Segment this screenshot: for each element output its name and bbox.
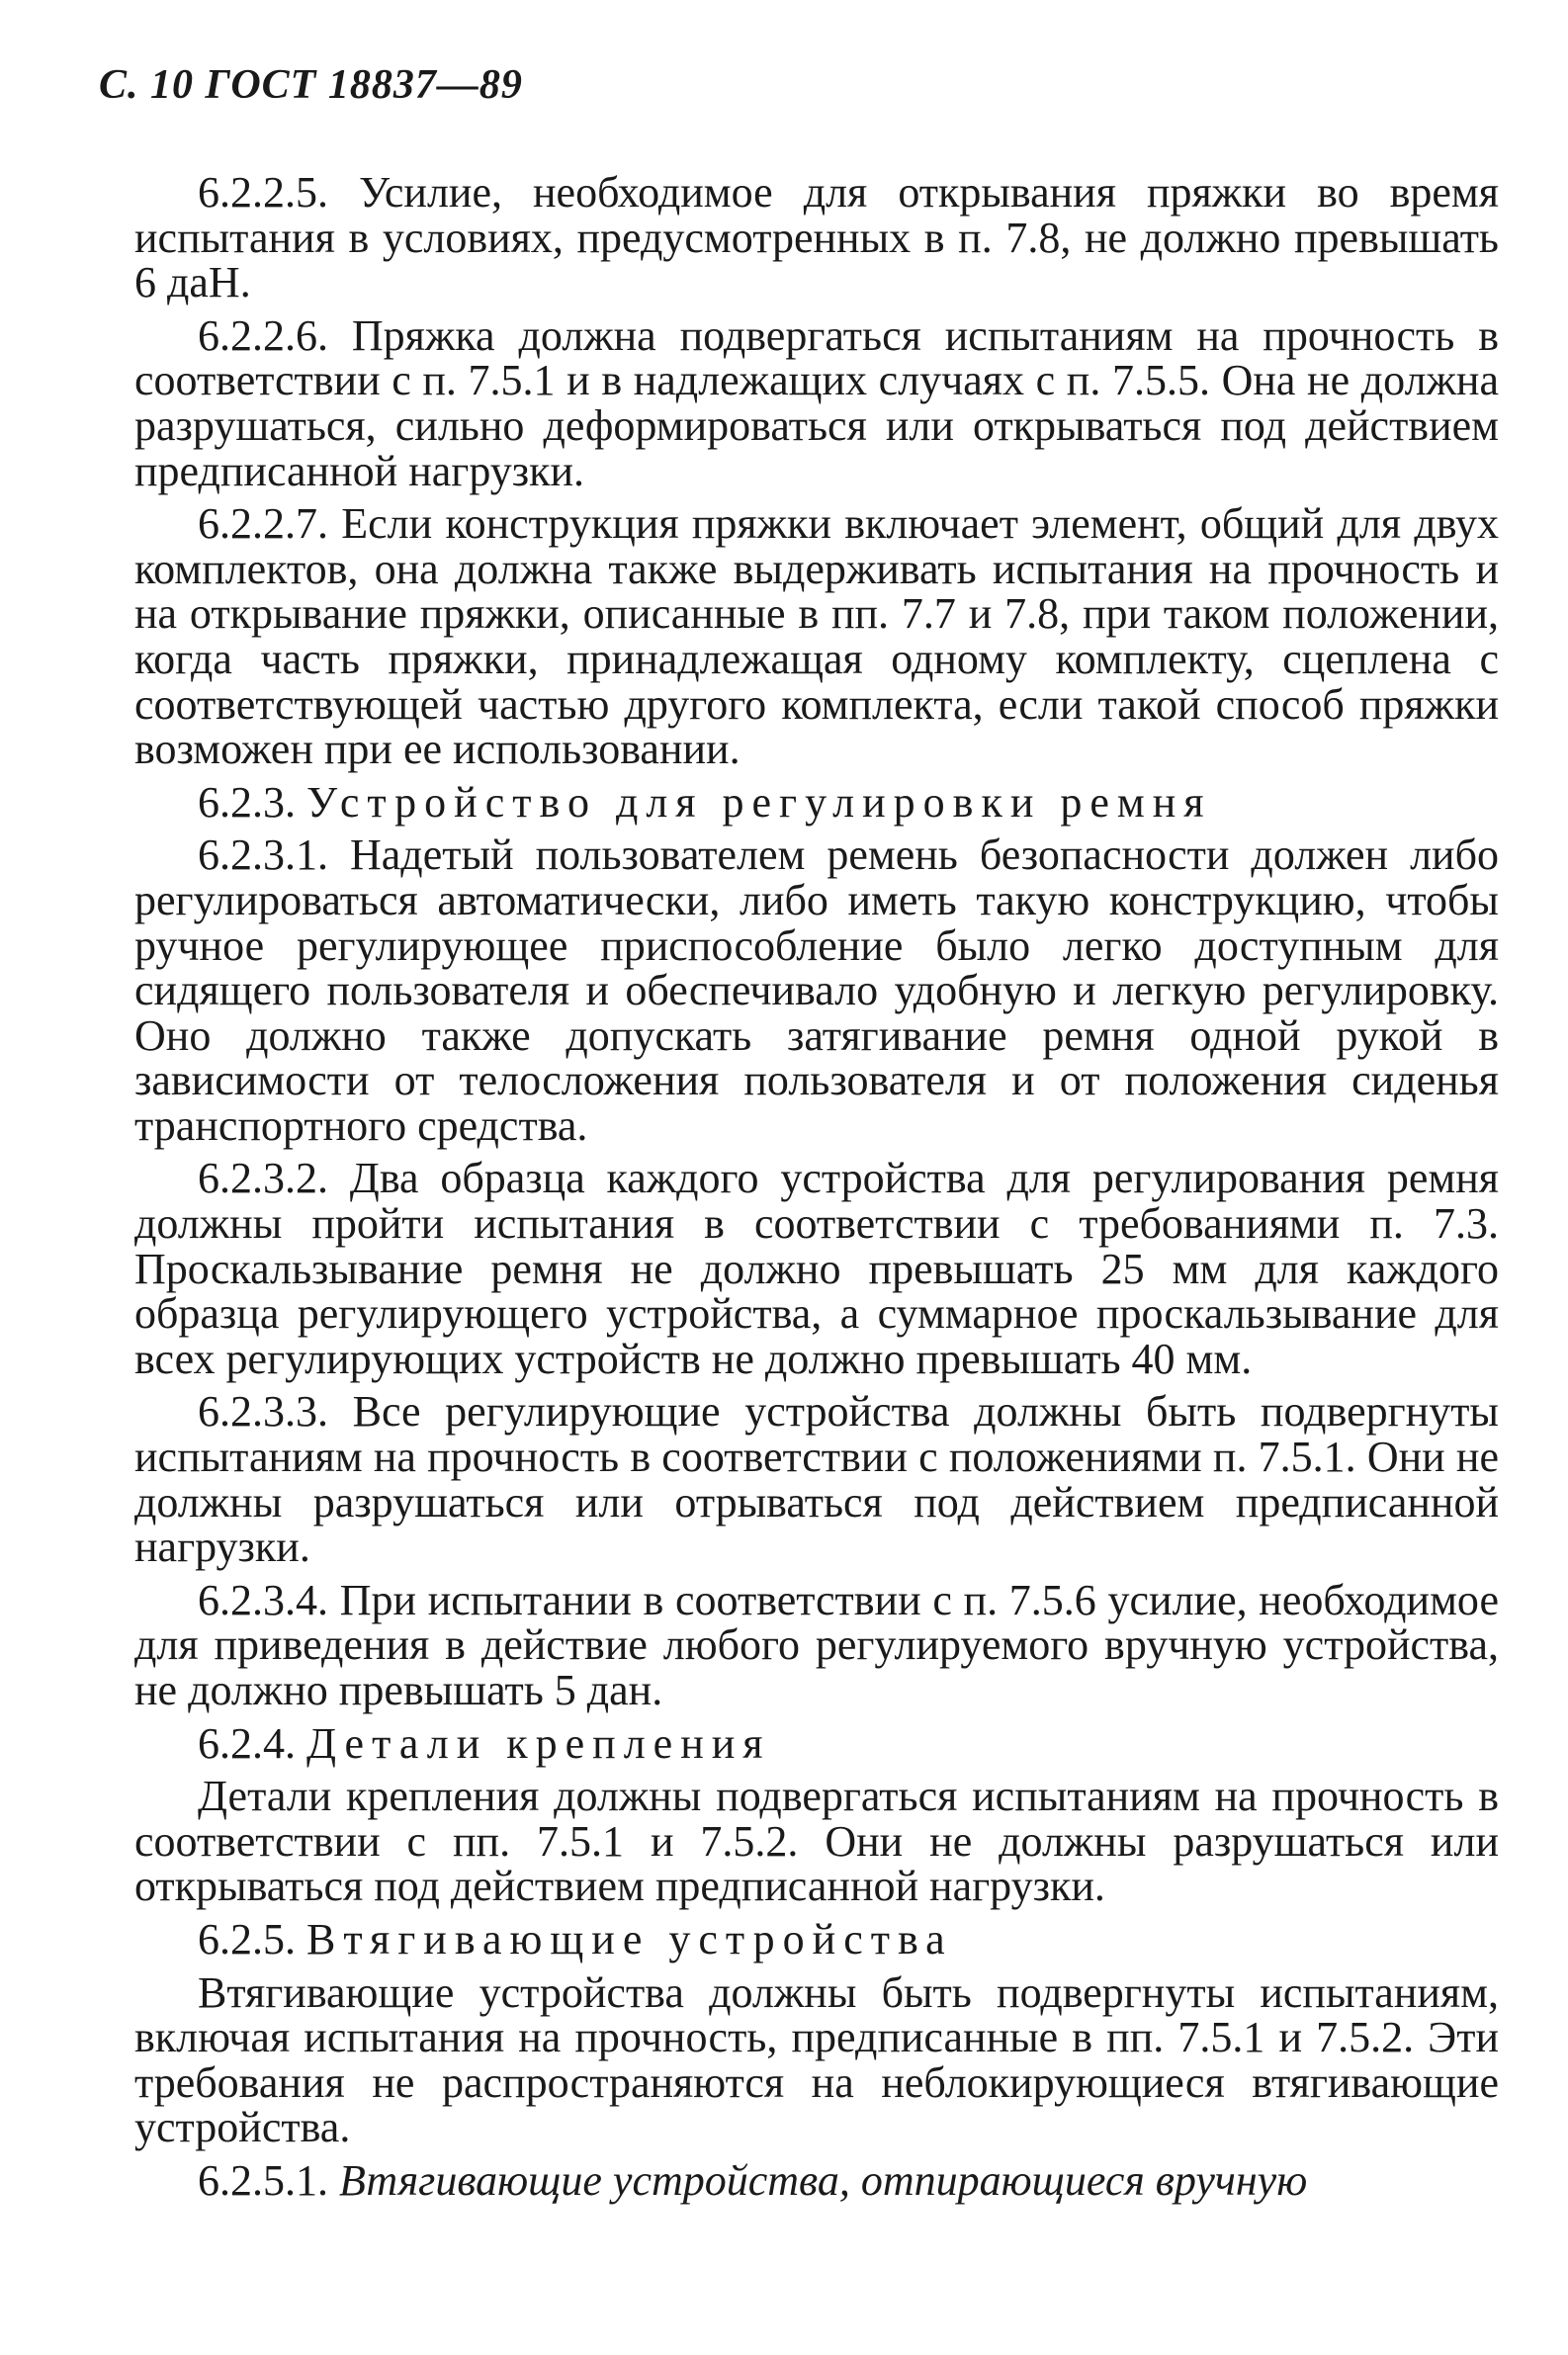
running-header: С. 10 ГОСТ 18837—89 — [99, 62, 523, 108]
section-title: Втягивающие устройства, отпирающиеся вручную — [339, 2155, 1308, 2205]
paragraph-6-2-4-body: Детали крепления должны подвергаться испытаниям на прочность в соответствии с пп. 7.5.1 и 7.5.2. Они не должны разрушаться или открываться под действием предписанной нагрузки. — [134, 1772, 1499, 1911]
section-title: Втягивающие устройства — [306, 1914, 953, 1963]
section-number: 6.2.5. — [198, 1914, 296, 1963]
paragraph-6-2-2-6: 6.2.2.6. Пряжка должна подвергаться испытаниям на прочность в соответствии с п. 7.5.1 и в надлежащих случаях с п. 7.5.5. Она не должна разрушаться, сильно деформироваться или открываться под действием предписанной нагрузки. — [134, 310, 1499, 495]
paragraph-6-2-2-5: 6.2.2.5. Усилие, необходимое для открывания пряжки во время испытания в условиях, предусмотренных в п. 7.8, не должно превышать 6 даН. — [134, 168, 1499, 307]
section-title: Детали крепления — [306, 1718, 771, 1768]
paragraph-6-2-3-2: 6.2.3.2. Два образца каждого устройства для регулирования ремня должны пройти испытания в соответствии с требованиями п. 7.3. Проскальзывание ремня не должно превышать 25 мм для каждого образца регулирующего устройства, а суммарное проскальзывание для всех регулирующих устройств не должно превышать 40 мм. — [134, 1154, 1499, 1383]
section-heading-6-2-5 — [134, 1914, 1499, 1963]
document-body — [134, 170, 1499, 2212]
paragraph-6-2-3-1: 6.2.3.1. Надетый пользователем ремень безопасности должен либо регулироваться автоматически, либо иметь такую конструкцию, чтобы ручное регулирующее приспособление было легко доступным для сидящего пользователя и обеспечивало удобную и легкую регулировку. Оно должно также допускать затягивание ремня одной рукой в зависимости от телосложения пользователя и от положения сиденья транспортного средства. — [134, 830, 1499, 1150]
paragraph-6-2-2-7: 6.2.2.7. Если конструкция пряжки включает элемент, общий для двух комплектов, она должна также выдерживать испытания на прочность и на открывание пряжки, описанные в пп. 7.7 и 7.8, при таком положении, когда часть пряжки, принадлежащая одному комплекту, сцеплена с соответствующей частью другого комплекта, если такой способ пряжки возможен при ее использовании. — [134, 499, 1499, 774]
section-heading-6-2-4 — [134, 1718, 1499, 1768]
section-heading-6-2-5-1 — [134, 2155, 1499, 2205]
section-number: 6.2.5.1. — [198, 2155, 328, 2205]
paragraph-6-2-3-3: 6.2.3.3. Все регулирующие устройства должны быть подвергнуты испытаниям на прочность в соответствии с положениями п. 7.5.1. Они не должны разрушаться или отрываться под действием предписанной нагрузки. — [134, 1387, 1499, 1572]
section-title: Устройство для регулировки ремня — [306, 777, 1212, 827]
paragraph-6-2-3-4: 6.2.3.4. При испытании в соответствии с п. 7.5.6 усилие, необходимое для приведения в действие любого регулируемого вручную устройства, не должно превышать 5 дан. — [134, 1575, 1499, 1714]
section-number: 6.2.4. — [198, 1718, 296, 1768]
paragraph-6-2-5-body: Втягивающие устройства должны быть подвергнуты испытаниям, включая испытания на прочность, предписанные в пп. 7.5.1 и 7.5.2. Эти требования не распространяются на неблокирующиеся втягивающие устройства. — [134, 1967, 1499, 2152]
section-number: 6.2.3. — [198, 777, 296, 827]
section-heading-6-2-3 — [134, 777, 1499, 827]
